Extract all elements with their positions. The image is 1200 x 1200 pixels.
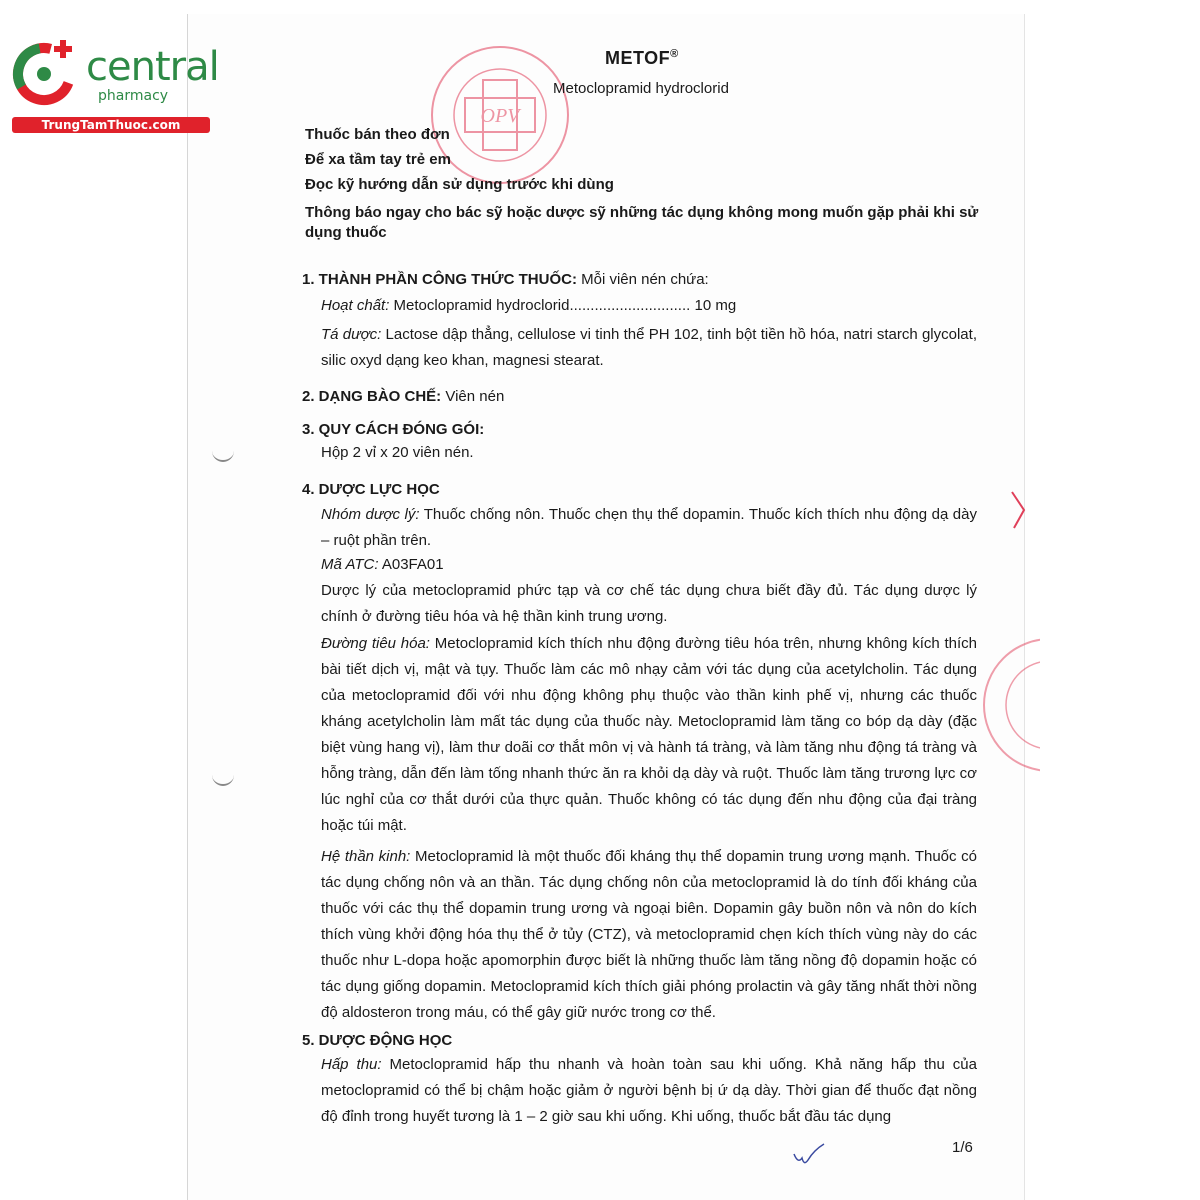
nervous-system-paragraph: Hệ thần kinh: Metoclopramid là một thuốc đối kháng thụ thể dopamin trung ương mạnh. Thuốc có tác dụng chống nôn và an thần. Tác dụng chống nôn của metoclopramid là do tính đối kháng của thuốc với các thụ thể dopamin trung ương và ngoại biên. Dopamin gây buồn nôn và nôn do kích thích vùng khởi động hóa thụ thể ở tủy (CTZ), và metoclopramid chẹn kích thích vùng này do các thuốc như L-dopa hoặc apomorphin được biết là những thuốc làm tăng nồng độ dopamin hoặc có tác dụng giống dopamin. Metoclopramid kích thích giải phóng prolactin và gây tăng nhất thời nồng độ aldosteron trong máu, có thể gây giữ nước trong cơ thể. xyxy=(321,848,978,1021)
page-title: METOF® xyxy=(605,48,679,68)
warning-line: Để xa tầm tay trẻ em xyxy=(305,151,451,168)
partial-stamp xyxy=(980,630,1040,780)
logo-brand: central xyxy=(86,44,219,90)
section-4-heading: 4. DƯỢC LỰC HỌC xyxy=(302,481,440,498)
gi-tract-paragraph: Đường tiêu hóa: Metoclopramid kích thích nhu động đường tiêu hóa trên, nhưng không kích thích bài tiết dịch vị, mật và tụy. Thuốc làm các mô nhạy cảm với tác dụng của acetylcholin. Tác dụng của metoclopramid đối với nhu động không phụ thuộc vào thần kinh phế vị, nhưng các thuốc kháng acetylcholin làm mất tác dụng của thuốc này. Metoclopramid làm tăng co bóp dạ dày (đặc biệt vùng hang vị), làm thư doãi cơ thắt môn vị và hành tá tràng, và làm tăng nhu động tá tràng và hỗng tràng, dẫn đến làm tống nhanh thức ăn ra khỏi dạ dày và ruột. Thuốc làm tăng trương lực cơ lúc nghỉ của cơ thắt dưới của thực quản. Thuốc không có tác dụng đến nhu động của đại tràng hoặc túi mật. xyxy=(321,635,977,834)
pharmacy-c-cross-icon xyxy=(10,36,82,108)
signature-mark xyxy=(790,1140,830,1170)
page-number: 1/6 xyxy=(952,1139,973,1156)
atc-code: Mã ATC: A03FA01 xyxy=(321,556,444,573)
section-2-heading: 2. DẠNG BÀO CHẾ: Viên nén xyxy=(302,388,505,405)
stamp-text: OPV xyxy=(480,105,520,127)
warning-line: Thuốc bán theo đơn xyxy=(305,126,450,143)
pharmacologic-group: Nhóm dược lý: Thuốc chống nôn. Thuốc chẹn thụ thể dopamin. Thuốc kích thích nhu động dạ dày – ruột phần trên. xyxy=(321,506,977,549)
warning-line: dụng thuốc xyxy=(305,224,387,241)
page-subtitle: Metoclopramid hydroclorid xyxy=(553,80,729,97)
warning-line: Thông báo ngay cho bác sỹ hoặc dược sỹ những tác dụng không mong muốn gặp phải khi sử xyxy=(305,204,979,221)
absorption-paragraph: Hấp thu: Metoclopramid hấp thu nhanh và hoàn toàn sau khi uống. Khả năng hấp thu của metoclopramid có thể bị chậm hoặc giảm ở người bệnh bị ứ dạ dày. Thời gian để thuốc đạt nồng độ đỉnh trong huyết tương là 1 – 2 giờ sau khi uống. Khi uống, thuốc bắt đầu tác dụng xyxy=(321,1056,977,1125)
logo-sub: pharmacy xyxy=(98,88,169,104)
section-3-heading: 3. QUY CÁCH ĐÓNG GÓI: xyxy=(302,421,485,438)
central-pharmacy-logo xyxy=(10,36,219,136)
logo-site: TrungTamThuoc.com xyxy=(12,117,210,133)
packaging-text: Hộp 2 vỉ x 20 viên nén. xyxy=(321,444,474,461)
section-1-heading: 1. THÀNH PHẦN CÔNG THỨC THUỐC: Mỗi viên nén chứa: xyxy=(302,271,709,288)
section-5-heading: 5. DƯỢC ĐỘNG HỌC xyxy=(302,1032,453,1049)
red-mark xyxy=(1010,490,1030,530)
excipients: Tá dược: Lactose dập thẳng, cellulose vi tinh thể PH 102, tinh bột tiền hồ hóa, natri starch glycolat, silic oxyd dạng keo khan, magnesi stearat. xyxy=(321,326,977,369)
active-ingredient: Hoạt chất: Metoclopramid hydroclorid............................. 10 mg xyxy=(321,297,737,314)
pharmacology-paragraph: Dược lý của metoclopramid phức tạp và cơ chế tác dụng chưa biết đầy đủ. Tác dụng dược lý chính ở đường tiêu hóa và hệ thần kinh trung ương. xyxy=(321,582,977,625)
warning-line: Đọc kỹ hướng dẫn sử dụng trước khi dùng xyxy=(305,176,614,193)
